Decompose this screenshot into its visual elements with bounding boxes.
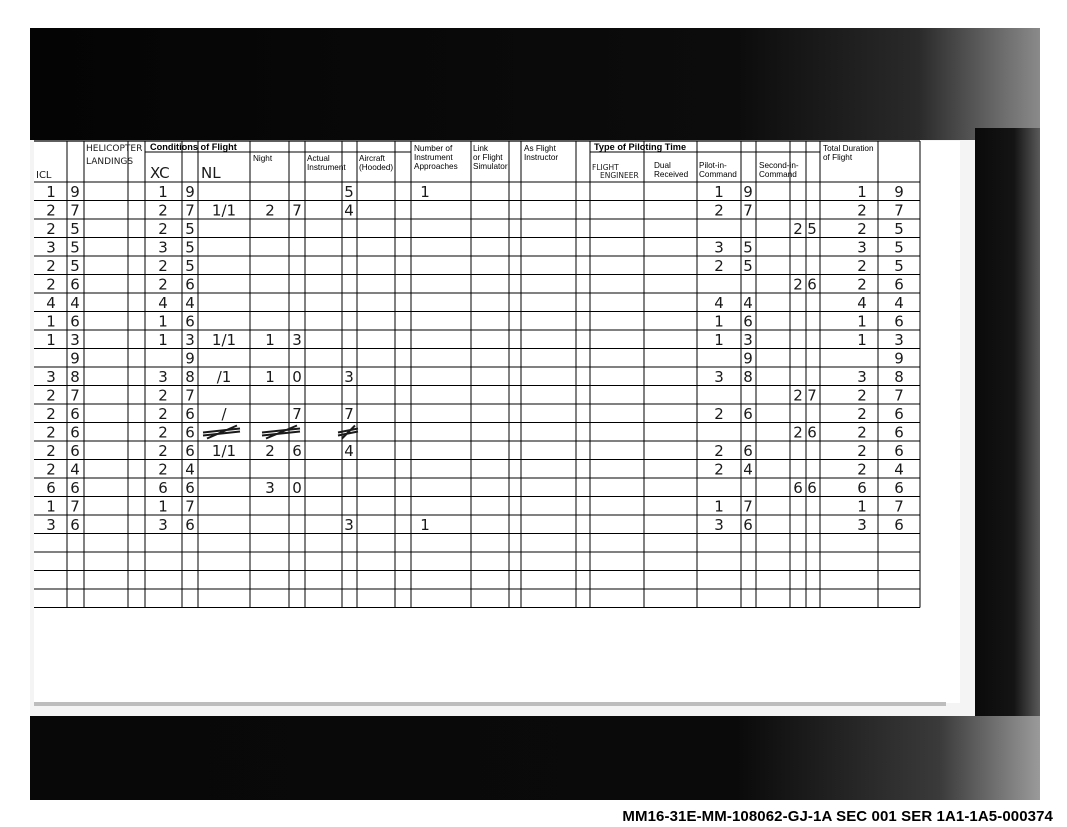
pic-tenths: 9 (743, 349, 753, 368)
xc-tenths: 5 (185, 257, 195, 275)
first-col-tenths: 4 (70, 294, 80, 312)
first-col-tenths: 6 (70, 405, 80, 423)
xc-hours: 3 (158, 368, 168, 386)
pic-hours: 2 (714, 201, 724, 220)
first-col-hours: 6 (46, 479, 56, 497)
conditions-of-flight-heading: Conditions of Flight (150, 142, 237, 152)
night-tenths: 7 (292, 405, 302, 423)
sic-tenths: 6 (807, 275, 817, 294)
first-col-tenths: 6 (70, 479, 80, 497)
scribble-mark (203, 426, 240, 439)
pic-tenths: 8 (743, 368, 753, 386)
total-tenths: 8 (894, 368, 904, 386)
first-col-tenths: 4 (70, 460, 80, 479)
second-in-command-heading: Command (759, 170, 797, 179)
pic-tenths: 4 (743, 294, 753, 312)
total-hours: 3 (857, 516, 867, 534)
total-tenths: 7 (894, 201, 904, 220)
table-header (36, 142, 874, 182)
pic-hours: 1 (714, 312, 724, 331)
total-hours: 2 (857, 275, 867, 294)
total-tenths: 3 (894, 331, 904, 349)
night-hours: 2 (265, 201, 275, 220)
first-col-hours: 2 (46, 442, 56, 460)
pic-tenths: 6 (743, 442, 753, 460)
night-hours: 1 (265, 368, 275, 386)
first-col-tenths: 7 (70, 201, 80, 220)
first-col-hours: 2 (46, 257, 56, 275)
total-hours: 6 (857, 479, 867, 497)
nl-value: /1 (216, 368, 232, 386)
xc-tenths: 7 (185, 497, 195, 516)
xc-tenths: 6 (185, 516, 195, 534)
total-hours: 1 (857, 183, 867, 201)
hooded-value: 3 (344, 368, 354, 386)
total-tenths: 7 (894, 386, 904, 405)
xc-hours: 3 (158, 238, 168, 257)
xc-hours: 2 (158, 220, 168, 238)
nl-handwritten: NL (201, 164, 221, 182)
xc-hours: 2 (158, 201, 168, 220)
flight-instructor-heading: As Flight (524, 144, 556, 153)
total-hours: 2 (857, 257, 867, 275)
first-col-hours: 2 (46, 460, 56, 479)
flight-engineer-handwritten: ENGINEER (600, 171, 639, 180)
table-body (46, 183, 904, 534)
nl-value: / (221, 405, 227, 423)
first-col-hours: 2 (46, 423, 56, 442)
total-hours: 4 (857, 294, 867, 312)
night-hours: 2 (265, 442, 275, 460)
first-col-hours: 2 (46, 220, 56, 238)
total-tenths: 6 (894, 405, 904, 423)
second-in-command-heading: Second-in- (759, 161, 799, 170)
link-simulator-heading: Link (473, 144, 489, 153)
night-hours: 3 (265, 479, 275, 497)
first-col-tenths: 3 (70, 331, 80, 349)
first-col-tenths: 5 (70, 220, 80, 238)
total-tenths: 6 (894, 442, 904, 460)
hooded-value: 3 (344, 516, 354, 534)
total-tenths: 9 (894, 183, 904, 201)
sic-hours: 2 (793, 275, 803, 294)
pic-hours: 1 (714, 331, 724, 349)
first-col-tenths: 7 (70, 386, 80, 405)
xc-tenths: 3 (185, 331, 195, 349)
scribble-mark (262, 426, 300, 439)
total-tenths: 5 (894, 220, 904, 238)
xc-handwritten: XC (150, 164, 170, 182)
xc-hours: 2 (158, 442, 168, 460)
total-hours: 2 (857, 442, 867, 460)
total-hours: 2 (857, 201, 867, 220)
actual-instrument-heading: Actual (307, 154, 330, 163)
approaches-value: 1 (420, 516, 430, 534)
first-col-tenths: 5 (70, 238, 80, 257)
instrument-approaches-heading: Instrument (414, 153, 453, 162)
first-col-tenths: 8 (70, 368, 80, 386)
night-tenths: 6 (292, 442, 302, 460)
sic-hours: 2 (793, 386, 803, 405)
total-tenths: 5 (894, 257, 904, 275)
xc-hours: 6 (158, 479, 168, 497)
flight-engineer-handwritten: FLIGHT (592, 163, 619, 172)
first-col-hours: 4 (46, 294, 56, 312)
helicopter-heading-handwritten: HELICOPTER (86, 144, 143, 154)
dual-received-heading: Dual (654, 161, 671, 170)
xc-tenths: 5 (185, 220, 195, 238)
sic-hours: 2 (793, 220, 803, 238)
xc-tenths: 4 (185, 294, 195, 312)
first-col-hours: 3 (46, 238, 56, 257)
first-col-tenths: 9 (70, 349, 80, 368)
pic-hours: 2 (714, 405, 724, 423)
total-tenths: 5 (894, 238, 904, 257)
scribble-mark (338, 426, 358, 439)
pilot-in-command-heading: Command (699, 170, 737, 179)
first-col-tenths: 6 (70, 442, 80, 460)
sic-hours: 2 (793, 423, 803, 442)
pic-hours: 2 (714, 442, 724, 460)
xc-tenths: 7 (185, 201, 195, 220)
actual-instrument-heading: Instrument (307, 163, 346, 172)
total-hours: 2 (857, 423, 867, 442)
total-hours: 3 (857, 238, 867, 257)
xc-hours: 1 (158, 331, 168, 349)
pic-tenths: 5 (743, 257, 753, 275)
pic-hours: 2 (714, 460, 724, 479)
first-col-tenths: 5 (70, 257, 80, 275)
first-col-hours: 1 (46, 183, 56, 201)
pic-tenths: 9 (743, 183, 753, 201)
xc-hours: 1 (158, 312, 168, 331)
total-tenths: 4 (894, 294, 904, 312)
pic-tenths: 6 (743, 405, 753, 423)
xc-hours: 4 (158, 294, 168, 312)
night-heading: Night (253, 154, 273, 163)
pilot-in-command-heading: Pilot-in- (699, 161, 727, 170)
first-col-tenths: 6 (70, 275, 80, 294)
xc-tenths: 9 (185, 183, 195, 201)
pic-hours: 2 (714, 257, 724, 275)
first-col-tenths: 7 (70, 497, 80, 516)
total-duration-heading: of Flight (823, 153, 853, 162)
xc-hours: 2 (158, 423, 168, 442)
night-tenths: 3 (292, 331, 302, 349)
first-col-hours: 3 (46, 368, 56, 386)
total-tenths: 9 (894, 349, 904, 368)
left-column-handwritten: ICL (36, 170, 52, 181)
pic-tenths: 7 (743, 201, 753, 220)
night-tenths: 0 (292, 479, 302, 497)
first-col-hours: 1 (46, 497, 56, 516)
total-hours: 1 (857, 331, 867, 349)
total-duration-heading: Total Duration (823, 144, 874, 153)
flight-instructor-heading: Instructor (524, 153, 559, 162)
first-col-hours: 2 (46, 386, 56, 405)
xc-tenths: 8 (185, 368, 195, 386)
pic-tenths: 3 (743, 331, 753, 349)
xc-tenths: 6 (185, 479, 195, 497)
night-hours: 1 (265, 331, 275, 349)
first-col-hours: 1 (46, 331, 56, 349)
total-tenths: 6 (894, 423, 904, 442)
pic-hours: 3 (714, 368, 724, 386)
total-hours: 2 (857, 405, 867, 423)
xc-hours: 2 (158, 405, 168, 423)
xc-tenths: 6 (185, 423, 195, 442)
xc-tenths: 4 (185, 460, 195, 479)
landings-heading-handwritten: LANDINGS (86, 157, 134, 167)
pic-hours: 3 (714, 238, 724, 257)
total-tenths: 6 (894, 516, 904, 534)
xc-hours: 2 (158, 460, 168, 479)
night-tenths: 7 (292, 201, 302, 220)
hooded-value: 4 (344, 442, 354, 460)
total-hours: 2 (857, 460, 867, 479)
xc-hours: 2 (158, 386, 168, 405)
hooded-value: 7 (344, 405, 354, 423)
total-hours: 1 (857, 497, 867, 516)
xc-tenths: 9 (185, 349, 195, 368)
type-of-piloting-time-heading: Type of Piloting Time (594, 142, 687, 152)
approaches-value: 1 (420, 183, 430, 201)
total-tenths: 4 (894, 460, 904, 479)
xc-tenths: 6 (185, 275, 195, 294)
nl-value: 1/1 (211, 331, 237, 349)
xc-hours: 1 (158, 497, 168, 516)
total-hours: 3 (857, 368, 867, 386)
sic-hours: 6 (793, 479, 803, 497)
total-hours: 2 (857, 220, 867, 238)
pic-tenths: 6 (743, 516, 753, 534)
hooded-value: 5 (344, 183, 354, 201)
instrument-approaches-heading: Number of (414, 144, 453, 153)
nl-value: 1/1 (211, 201, 237, 220)
hooded-value: 4 (344, 201, 354, 220)
xc-tenths: 5 (185, 238, 195, 257)
total-tenths: 7 (894, 497, 904, 516)
xc-hours: 2 (158, 275, 168, 294)
xc-hours: 2 (158, 257, 168, 275)
xc-hours: 3 (158, 516, 168, 534)
pic-hours: 3 (714, 516, 724, 534)
aircraft-hooded-heading: Aircraft (359, 154, 385, 163)
first-col-tenths: 6 (70, 312, 80, 331)
xc-tenths: 6 (185, 312, 195, 331)
dual-received-heading: Received (654, 170, 689, 179)
first-col-hours: 2 (46, 275, 56, 294)
pic-hours: 1 (714, 183, 724, 201)
pic-tenths: 7 (743, 497, 753, 516)
total-tenths: 6 (894, 479, 904, 497)
nl-value: 1/1 (211, 442, 237, 460)
sic-tenths: 5 (807, 220, 817, 238)
link-simulator-heading: or Flight (473, 153, 503, 162)
first-col-tenths: 9 (70, 183, 80, 201)
xc-tenths: 7 (185, 386, 195, 405)
total-tenths: 6 (894, 312, 904, 331)
xc-tenths: 6 (185, 405, 195, 423)
sic-tenths: 6 (807, 479, 817, 497)
xc-tenths: 6 (185, 442, 195, 460)
total-tenths: 6 (894, 275, 904, 294)
pic-hours: 4 (714, 294, 724, 312)
total-hours: 1 (857, 312, 867, 331)
aircraft-hooded-heading: (Hooded) (359, 163, 394, 172)
pic-tenths: 5 (743, 238, 753, 257)
link-simulator-heading: Simulator (473, 162, 508, 171)
sic-tenths: 7 (807, 386, 817, 405)
instrument-approaches-heading: Approaches (414, 162, 458, 171)
first-col-tenths: 6 (70, 423, 80, 442)
night-tenths: 0 (292, 368, 302, 386)
first-col-hours: 1 (46, 312, 56, 331)
pic-hours: 1 (714, 497, 724, 516)
pic-tenths: 4 (743, 460, 753, 479)
first-col-hours: 2 (46, 405, 56, 423)
first-col-hours: 3 (46, 516, 56, 534)
pic-tenths: 6 (743, 312, 753, 331)
xc-hours: 1 (158, 183, 168, 201)
total-hours: 2 (857, 386, 867, 405)
document-id: MM16-31E-MM-108062-GJ-1A SEC 001 SER 1A1-1A5-000374 (622, 808, 1053, 825)
first-col-hours: 2 (46, 201, 56, 220)
first-col-tenths: 6 (70, 516, 80, 534)
sic-tenths: 6 (807, 423, 817, 442)
